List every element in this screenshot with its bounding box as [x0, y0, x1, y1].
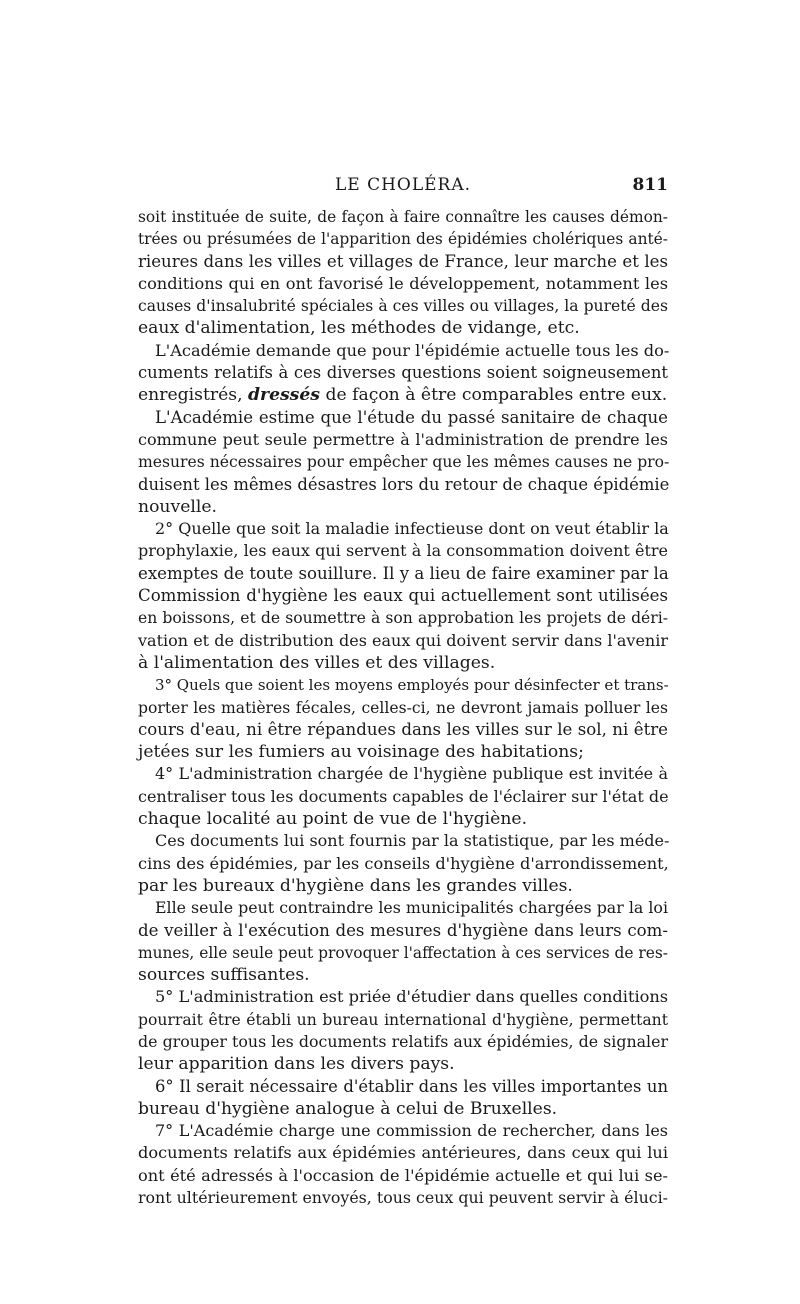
text-line: centraliser tous les documents capables de l'éclairer sur l'état de — [138, 786, 669, 806]
text-line: exemptes de toute souillure. Il y a lieu de faire examiner par la — [138, 563, 669, 583]
italic-emphasis: dressés — [248, 385, 320, 406]
text-line: cuments relatifs à ces diverses questions soient soigneusement — [138, 363, 668, 383]
text-line: nouvelle. — [138, 496, 217, 517]
text-line: cours d'eau, ni être répandues dans les villes sur le sol, ni être — [138, 719, 668, 739]
text-line: conditions qui en ont favorisé le développement, notamment les — [138, 273, 668, 293]
text-segment: enregistrés, — [138, 385, 248, 406]
text-line: trées ou présumées de l'apparition des épidémies cholériques anté- — [138, 230, 668, 249]
text-line: pourrait être établi un bureau international d'hygiène, permettant — [138, 1010, 668, 1029]
text-line: jetées sur les fumiers au voisinage des habitations; — [138, 742, 584, 763]
text-line: documents relatifs aux épidémies antérieures, dans ceux qui lui — [138, 1143, 668, 1163]
text-line: soit instituée de suite, de façon à faire connaître les causes démon- — [138, 208, 668, 226]
text-line: chaque localité au point de vue de l'hygiène. — [138, 809, 528, 830]
text-line: de veiller à l'exécution des mesures d'hygiène dans leurs com- — [138, 920, 668, 940]
text-line: rieures dans les villes et villages de France, leur marche et les — [138, 251, 668, 271]
text-line: prophylaxie, les eaux qui servent à la consommation doivent être — [138, 541, 668, 561]
text-segment: de façon à être comparables entre eux. — [319, 385, 668, 406]
text-line: à l'alimentation des villes et des villages. — [138, 652, 496, 673]
text-line: cins des épidémies, par les conseils d'hygiène d'arrondissement, — [138, 853, 669, 873]
text-line: 2° Quelle que soit la maladie infectieuse dont on veut établir la — [155, 519, 669, 539]
text-line: 4° L'administration chargée de l'hygiène publique est invitée à — [155, 764, 668, 784]
text-line: 7° L'Académie charge une commission de rechercher, dans les — [155, 1121, 668, 1141]
text-line: L'Académie estime que l'étude du passé sanitaire de chaque — [155, 407, 668, 427]
text-line: commune peut seule permettre à l'administration de prendre les — [138, 429, 668, 449]
text-line: Elle seule peut contraindre les municipalités chargées par la loi — [155, 898, 668, 918]
running-title: LE CHOLÉRA. — [334, 175, 472, 195]
text-line: eaux d'alimentation, les méthodes de vidange, etc. — [138, 318, 580, 339]
text-line: munes, elle seule peut provoquer l'affectation à ces services de res- — [138, 943, 668, 962]
text-line — [138, 384, 668, 406]
text-line: bureau d'hygiène analogue à celui de Bruxelles. — [138, 1098, 558, 1119]
text-line: Commission d'hygiène les eaux qui actuellement sont utilisées — [138, 586, 668, 606]
text-line: duisent les mêmes désastres lors du retour de chaque épidémie — [138, 474, 670, 494]
text-line: de grouper tous les documents relatifs aux épidémies, de signaler — [138, 1031, 668, 1051]
text-line: ont été adressés à l'occasion de l'épidémie actuelle et qui lui se- — [138, 1165, 668, 1185]
text-line: sources suffisantes. — [138, 965, 310, 986]
text-line: causes d'insalubrité spéciales à ces villes ou villages, la pureté des — [138, 297, 668, 316]
text-line: en boissons, et de soumettre à son approbation les projets de déri- — [138, 609, 668, 628]
text-line: 6° Il serait nécessaire d'établir dans les villes importantes un — [155, 1076, 668, 1096]
text-line: 3° Quels que soient les moyens employés pour désinfecter et trans- — [155, 676, 669, 695]
text-line: mesures nécessaires pour empêcher que les mêmes causes ne pro- — [138, 453, 670, 472]
body-text — [138, 206, 668, 1209]
running-head — [138, 172, 668, 200]
text-line: Ces documents lui sont fournis par la statistique, par les méde- — [155, 831, 670, 851]
text-line: par les bureaux d'hygiène dans les grandes villes. — [138, 875, 573, 896]
text-line: vation et de distribution des eaux qui doivent servir dans l'avenir — [138, 630, 668, 650]
text-line: leur apparition dans les divers pays. — [138, 1054, 455, 1075]
text-line: 5° L'administration est priée d'étudier dans quelles conditions — [155, 987, 669, 1007]
text-line: ront ultérieurement envoyés, tous ceux qui peuvent servir à éluci- — [138, 1188, 668, 1208]
text-line: L'Académie demande que pour l'épidémie actuelle tous les do- — [155, 340, 670, 360]
text-line: porter les matières fécales, celles-ci, ne devront jamais polluer les — [138, 698, 668, 717]
page-number: 811 — [632, 175, 668, 195]
